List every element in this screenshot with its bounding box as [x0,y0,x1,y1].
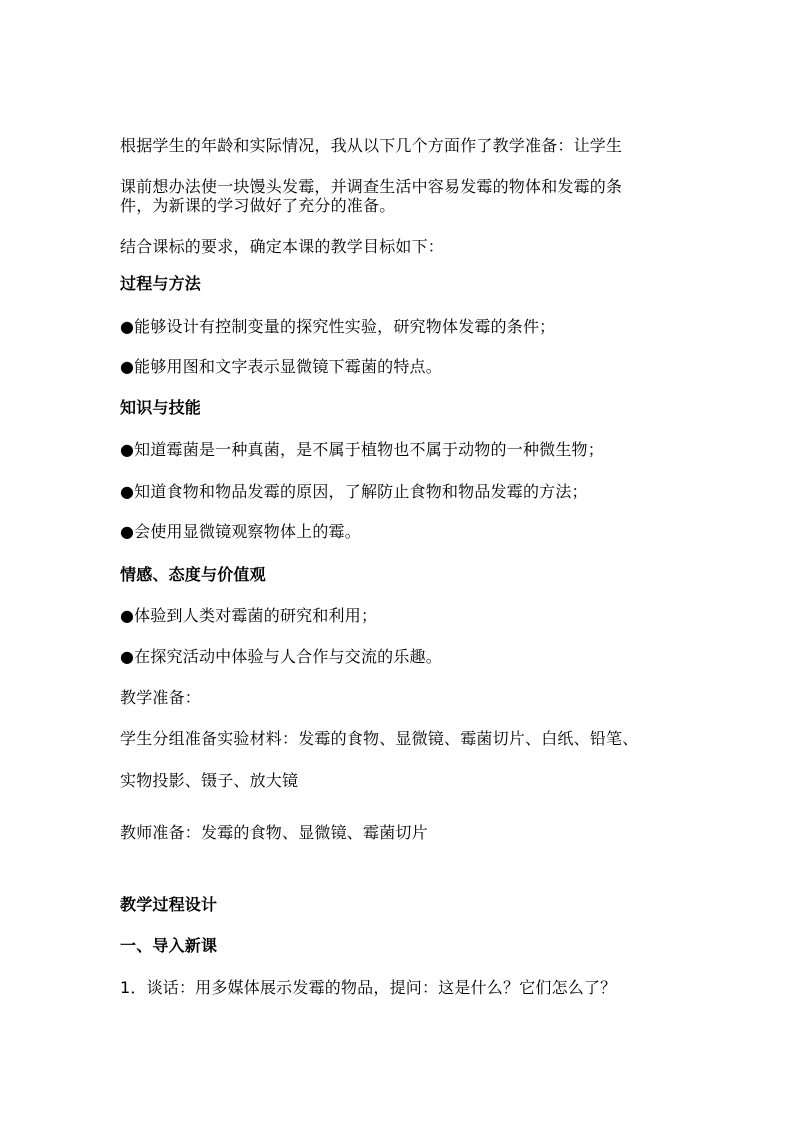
step-1: 1．谈话：用多媒体展示发霉的物品，提问：这是什么？它们怎么了？ [120,978,617,997]
intro-line-3: 件，为新课的学习做好了充分的准备。 [120,196,396,215]
teacher-prep-line: 教师准备：发霉的食物、显微镜、霉菌切片 [120,823,428,842]
heading-preparation: 教学准备： [120,688,202,707]
section-import: 一、导入新课 [120,936,218,955]
knowledge-item-3: ●会使用显微镜观察物体上的霉。 [120,522,361,541]
intro-line-1: 根据学生的年龄和实际情况，我从以下几个方面作了教学准备：让学生 [120,136,623,155]
process-item-2: ●能够用图和文字表示显微镜下霉菌的特点。 [120,357,442,376]
attitude-item-1: ●体验到人类对霉菌的研究和利用； [120,606,378,625]
intro-line-2: 课前想办法使一块馒头发霉，并调查生活中容易发霉的物体和发霉的条 [120,177,623,196]
heading-design: 教学过程设计 [120,895,218,914]
intro-line-4: 结合课标的要求，确定本课的教学目标如下： [120,237,445,256]
student-prep-line-1: 学生分组准备实验材料：发霉的食物、显微镜、霉菌切片、白纸、铅笔、 [120,729,639,748]
heading-knowledge: 知识与技能 [120,398,202,417]
process-item-1: ●能够设计有控制变量的探究性实验，研究物体发霉的条件； [120,317,556,336]
heading-process: 过程与方法 [120,274,202,293]
heading-attitude: 情感、态度与价值观 [120,565,266,584]
attitude-item-2: ●在探究活动中体验与人合作与交流的乐趣。 [120,647,442,666]
knowledge-item-1: ●知道霉菌是一种真菌，是不属于植物也不属于动物的一种微生物； [120,440,604,459]
student-prep-line-2: 实物投影、镊子、放大镜 [120,771,299,790]
knowledge-item-2: ●知道食物和物品发霉的原因，了解防止食物和物品发霉的方法； [120,482,588,501]
